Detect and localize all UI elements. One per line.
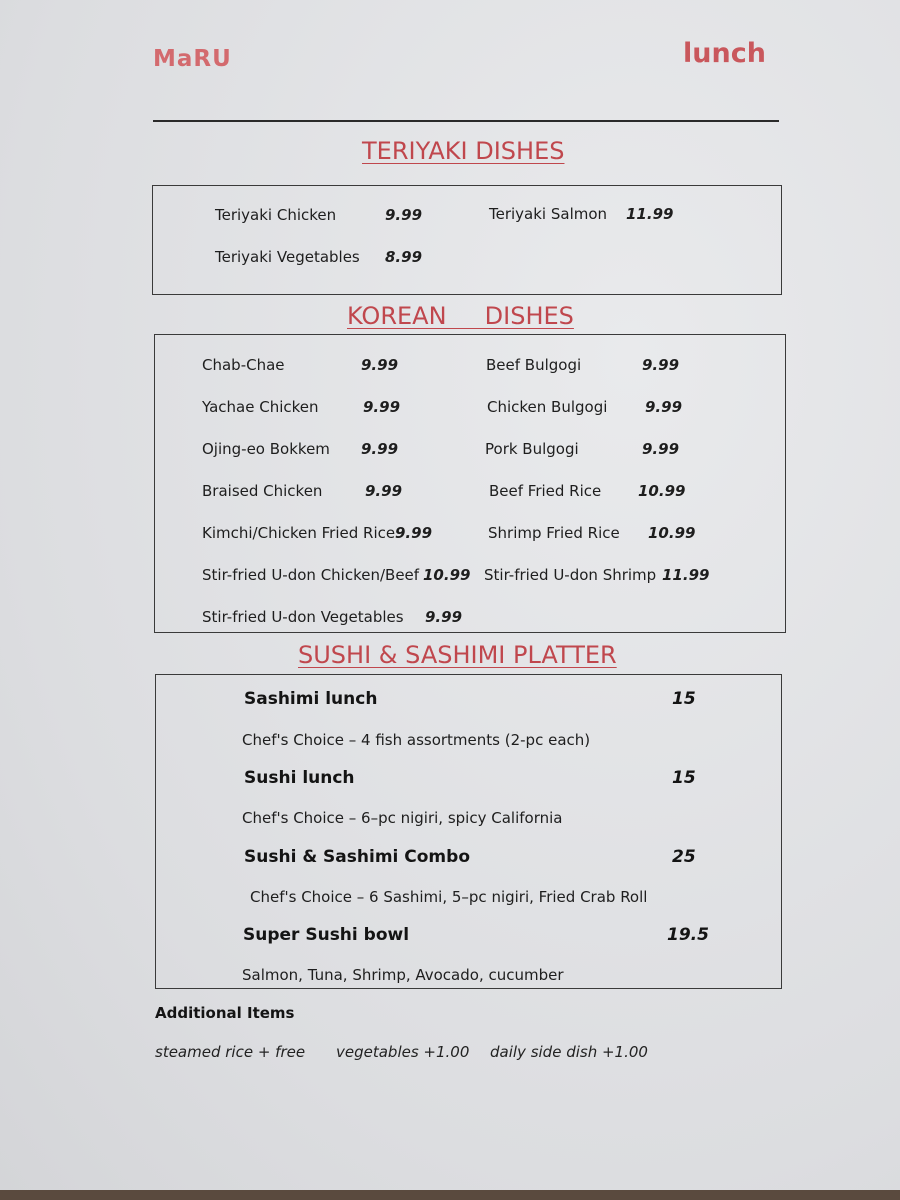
menu-item-price: 9.99 bbox=[642, 356, 680, 374]
platter-name: Sushi & Sashimi Combo bbox=[244, 847, 470, 867]
sushi-box bbox=[155, 674, 782, 989]
platter-name: Super Sushi bowl bbox=[243, 925, 410, 945]
teriyaki-box bbox=[152, 185, 782, 295]
menu-item-price: 11.99 bbox=[626, 205, 674, 223]
menu-item-price: 9.99 bbox=[385, 206, 423, 224]
platter-description: Chef's Choice – 6–pc nigiri, spicy California bbox=[242, 809, 563, 827]
menu-item-price: 11.99 bbox=[662, 566, 710, 584]
menu-item-name: Beef Bulgogi bbox=[486, 356, 582, 374]
platter-description: Chef's Choice – 4 fish assortments (2-pc each) bbox=[242, 731, 591, 749]
menu-item-price: 9.99 bbox=[363, 398, 401, 416]
platter-price: 25 bbox=[672, 847, 696, 867]
korean-section-title: KOREAN DISHES bbox=[347, 302, 574, 330]
menu-item-price: 8.99 bbox=[385, 248, 423, 266]
menu-item-name: Pork Bulgogi bbox=[485, 440, 579, 458]
additional-item: vegetables +1.00 bbox=[336, 1043, 470, 1061]
platter-description: Chef's Choice – 6 Sashimi, 5–pc nigiri, Fried Crab Roll bbox=[250, 888, 648, 906]
platter-description: Salmon, Tuna, Shrimp, Avocado, cucumber bbox=[242, 966, 564, 984]
menu-item-price: 9.99 bbox=[365, 482, 403, 500]
menu-item-price: 9.99 bbox=[361, 440, 399, 458]
menu-item-name: Ojing-eo Bokkem bbox=[202, 440, 330, 458]
menu-item-name: Teriyaki Chicken bbox=[215, 206, 337, 224]
platter-name: Sashimi lunch bbox=[244, 689, 378, 709]
menu-item-price: 9.99 bbox=[645, 398, 683, 416]
teriyaki-section-title: TERIYAKI DISHES bbox=[362, 137, 565, 165]
menu-item-name: Chab-Chae bbox=[202, 356, 285, 374]
menu-item-name: Stir-fried U-don Vegetables bbox=[202, 608, 404, 626]
menu-item-price: 10.99 bbox=[648, 524, 696, 542]
meal-title: lunch bbox=[683, 38, 766, 69]
additional-item: daily side dish +1.00 bbox=[490, 1043, 648, 1061]
korean-box bbox=[154, 334, 786, 633]
header-divider bbox=[153, 120, 779, 122]
platter-price: 15 bbox=[672, 768, 696, 788]
menu-item-name: Stir-fried U-don Shrimp bbox=[484, 566, 657, 584]
menu-item-name: Kimchi/Chicken Fried Rice bbox=[202, 524, 396, 542]
menu-item-name: Chicken Bulgogi bbox=[487, 398, 608, 416]
brand-logo: MaRU bbox=[153, 46, 232, 72]
menu-item-price: 9.99 bbox=[642, 440, 680, 458]
menu-item-name: Teriyaki Vegetables bbox=[215, 248, 360, 266]
menu-item-price: 9.99 bbox=[361, 356, 399, 374]
additional-items-title: Additional Items bbox=[155, 1004, 295, 1022]
platter-name: Sushi lunch bbox=[244, 768, 355, 788]
menu-item-price: 9.99 bbox=[425, 608, 463, 626]
menu-item-name: Yachae Chicken bbox=[202, 398, 319, 416]
additional-item: steamed rice + free bbox=[155, 1043, 306, 1061]
menu-item-name: Stir-fried U-don Chicken/Beef bbox=[202, 566, 420, 584]
sushi-section-title: SUSHI & SASHIMI PLATTER bbox=[298, 641, 617, 669]
menu-item-name: Teriyaki Salmon bbox=[489, 205, 608, 223]
platter-price: 15 bbox=[672, 689, 696, 709]
menu-item-name: Beef Fried Rice bbox=[489, 482, 602, 500]
menu-item-price: 10.99 bbox=[423, 566, 471, 584]
menu-item-price: 9.99 bbox=[395, 524, 433, 542]
menu-item-name: Braised Chicken bbox=[202, 482, 323, 500]
platter-price: 19.5 bbox=[667, 925, 709, 945]
menu-item-name: Shrimp Fried Rice bbox=[488, 524, 620, 542]
menu-item-price: 10.99 bbox=[638, 482, 686, 500]
